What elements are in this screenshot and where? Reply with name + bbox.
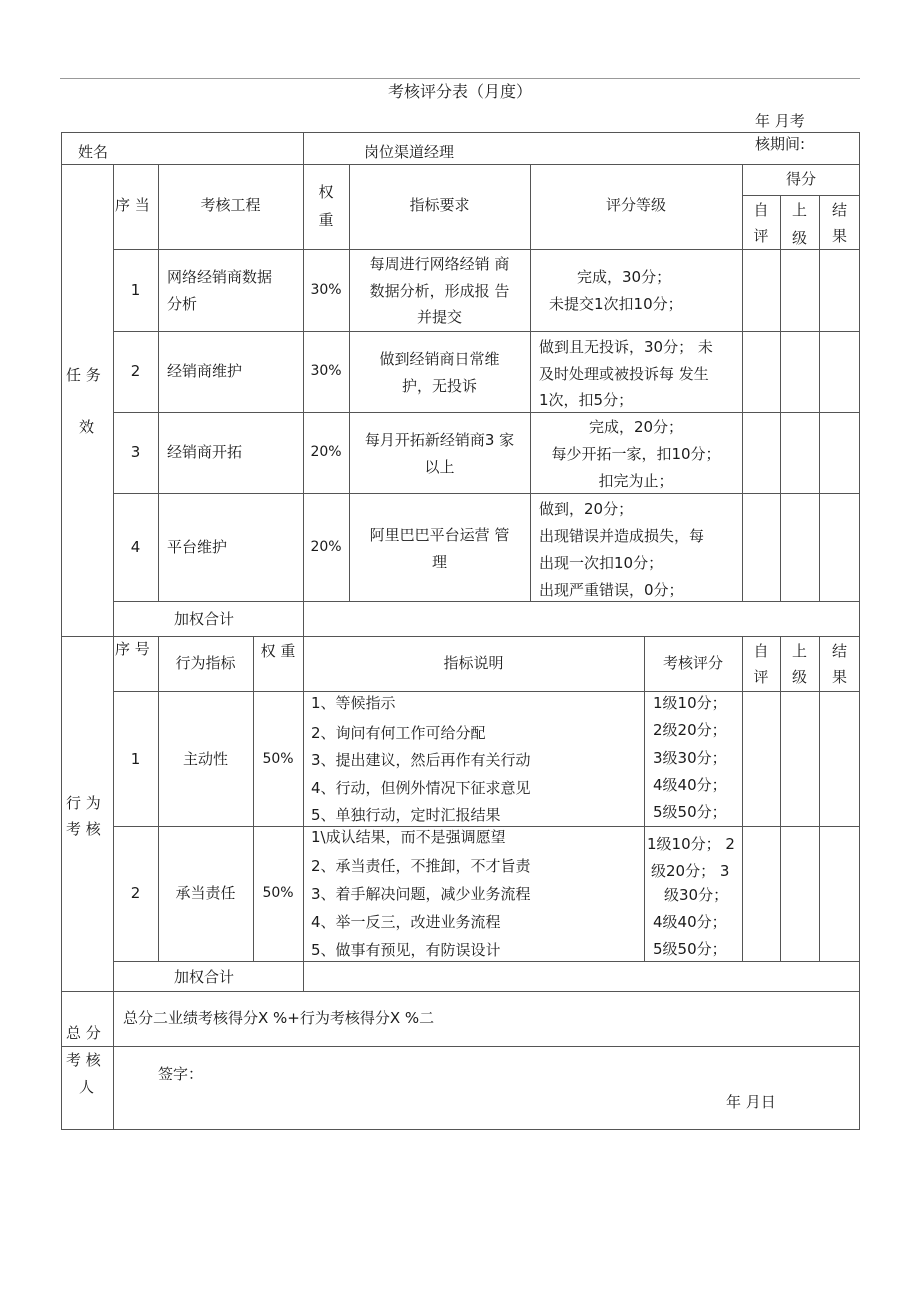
behavior-header-description: 指标说明 [443, 654, 504, 672]
task-row-1-req-2: 数据分析，形成报 告 [369, 282, 510, 300]
task-header-result-1: 结 [831, 201, 847, 219]
task-header-superior-1: 上 [791, 201, 807, 219]
task-row-3-grade-1: 完成，20分； [588, 418, 684, 436]
behavior-header-superior-1: 上 [791, 642, 807, 660]
task-header-weight-1: 权 [318, 183, 334, 201]
behavior-row-1-desc-1: 1、等候指示 [311, 694, 396, 712]
behavior-header-result-2: 果 [831, 668, 847, 686]
behavior-row-2-desc-3: 3、着手解决问题，减少业务流程 [311, 885, 531, 903]
task-row-4-seq: 4 [130, 538, 141, 556]
behavior-row-2-indicator: 承当责任 [175, 884, 236, 902]
task-row-2-seq: 2 [130, 362, 141, 380]
period-label-line1: 年 月考 [755, 112, 805, 130]
behavior-row-2-desc-1: 1\成认结果，而不是强调愿望 [311, 828, 506, 846]
task-header-superior-2: 级 [791, 229, 807, 247]
task-row-4-item: 平台维护 [167, 538, 228, 556]
task-row-2-req-1: 做到经销商日常维 [379, 350, 500, 368]
behavior-side-label-2: 考 核 [66, 820, 101, 838]
behavior-header-indicator: 行为指标 [175, 654, 236, 672]
behavior-row-1-rating-2: 2级20分； [653, 721, 727, 739]
behavior-row-2-rating-2: 级20分； 3 [651, 862, 730, 880]
task-row-2-weight: 30% [310, 363, 342, 379]
page-title: 考核评分表（月度） [387, 82, 532, 101]
total-label: 总 分 [66, 1024, 101, 1042]
task-row-1-item-2: 分析 [167, 295, 198, 313]
behavior-row-1-weight: 50% [262, 751, 294, 767]
reviewer-label-2: 人 [79, 1078, 95, 1096]
task-header-weight-2: 重 [318, 211, 334, 229]
task-side-label-1: 任 务 [66, 366, 101, 384]
behavior-row-1-rating-3: 3级30分； [653, 749, 727, 767]
name-label: 姓名 [78, 143, 109, 161]
task-row-4-weight: 20% [310, 539, 342, 555]
task-row-4-req-2: 理 [431, 553, 447, 571]
behavior-row-1-desc-5: 5、单独行动，定时汇报结果 [311, 806, 501, 824]
task-row-3-weight: 20% [310, 444, 342, 460]
task-row-1-grade-1: 完成，30分； [577, 268, 672, 286]
task-header-self-2: 评 [753, 227, 769, 245]
behavior-header-seq: 序 号 [115, 640, 150, 658]
behavior-row-1-rating-5: 5级50分； [653, 803, 727, 821]
behavior-header-weight: 权 重 [260, 642, 296, 660]
task-row-3-grade-2: 每少开拓一家，扣10分； [551, 445, 721, 463]
task-row-3-seq: 3 [130, 443, 141, 461]
reviewer-label-1: 考 核 [66, 1051, 101, 1069]
task-row-4-grade-4: 出现严重错误，0分； [539, 581, 684, 599]
behavior-row-2-seq: 2 [130, 884, 141, 902]
behavior-subtotal-label: 加权合计 [174, 968, 235, 986]
position-label: 岗位渠道经理 [364, 143, 455, 161]
behavior-header-rating: 考核评分 [662, 654, 723, 672]
task-row-4-grade-2: 出现错误并造成损失，每 [539, 527, 705, 545]
behavior-row-1-indicator: 主动性 [182, 750, 228, 768]
task-row-3-grade-3: 扣完为止； [598, 472, 674, 490]
task-row-1-weight: 30% [310, 282, 342, 298]
behavior-row-2-desc-5: 5、做事有预见，有防误设计 [311, 941, 501, 959]
task-row-4-req-1: 阿里巴巴平台运营 管 [369, 526, 510, 544]
behavior-row-2-weight: 50% [262, 885, 294, 901]
behavior-row-1-desc-4: 4、行动，但例外情况下征求意见 [311, 779, 531, 797]
task-row-1-item-1: 网络经销商数据 [167, 268, 273, 286]
behavior-row-2-rating-3: 级30分； [664, 886, 729, 904]
behavior-row-1-rating-1: 1级10分； [653, 694, 727, 712]
task-side-label-2: 效 [79, 418, 95, 436]
task-row-1-req-3: 并提交 [416, 308, 462, 326]
behavior-header-self-1: 自 [753, 642, 769, 660]
period-label-line2: 核期间: [755, 135, 806, 153]
signature-date: 年 月日 [726, 1093, 776, 1111]
task-subtotal-label: 加权合计 [174, 610, 235, 628]
task-header-result-2: 果 [831, 227, 847, 245]
task-row-1-seq: 1 [130, 281, 141, 299]
signature-label: 签字： [158, 1065, 204, 1083]
task-row-2-grade-3: 1次，扣5分； [539, 391, 634, 409]
task-header-item: 考核工程 [200, 196, 261, 214]
task-header-requirement: 指标要求 [409, 196, 470, 214]
task-row-3-req-1: 每月开拓新经销商3 家 [364, 431, 515, 449]
behavior-header-self-2: 评 [753, 668, 769, 686]
task-header-seq: 序 当 [115, 196, 150, 214]
behavior-row-2-rating-4: 4级40分； [653, 913, 727, 931]
behavior-row-2-rating-5: 5级50分； [653, 940, 727, 958]
task-row-2-grade-1: 做到且无投诉，30分； 未 [539, 338, 713, 356]
behavior-row-1-desc-2: 2、询问有何工作可给分配 [311, 724, 486, 742]
behavior-header-result-1: 结 [831, 642, 847, 660]
behavior-row-1-seq: 1 [130, 750, 141, 768]
task-row-4-grade-1: 做到，20分； [539, 500, 634, 518]
behavior-row-2-rating-1: 1级10分； 2 [647, 835, 735, 853]
behavior-row-2-desc-4: 4、举一反三，改进业务流程 [311, 913, 501, 931]
task-row-1-req-1: 每周进行网络经销 商 [369, 255, 510, 273]
behavior-row-1-desc-3: 3、提出建议，然后再作有关行动 [311, 751, 531, 769]
task-header-grading: 评分等级 [605, 196, 666, 214]
task-row-4-grade-3: 出现一次扣10分； [539, 554, 664, 572]
task-row-1-grade-2: 未提交1次扣10分； [549, 295, 683, 313]
behavior-row-2-desc-2: 2、承当责任，不推卸，不才旨责 [311, 857, 531, 875]
task-header-score: 得分 [785, 170, 816, 188]
task-row-2-req-2: 护，无投诉 [401, 377, 477, 395]
task-row-2-grade-2: 及时处理或被投诉每 发生 [539, 365, 709, 383]
behavior-row-1-rating-4: 4级40分； [653, 776, 727, 794]
behavior-header-superior-2: 级 [791, 668, 807, 686]
task-row-2-item: 经销商维护 [167, 362, 243, 380]
task-header-self-1: 自 [753, 201, 769, 219]
task-row-3-req-2: 以上 [424, 458, 455, 476]
total-formula: 总分二业绩考核得分X %+行为考核得分X %二 [123, 1009, 435, 1027]
task-row-3-item: 经销商开拓 [167, 443, 243, 461]
behavior-side-label-1: 行 为 [66, 794, 101, 812]
